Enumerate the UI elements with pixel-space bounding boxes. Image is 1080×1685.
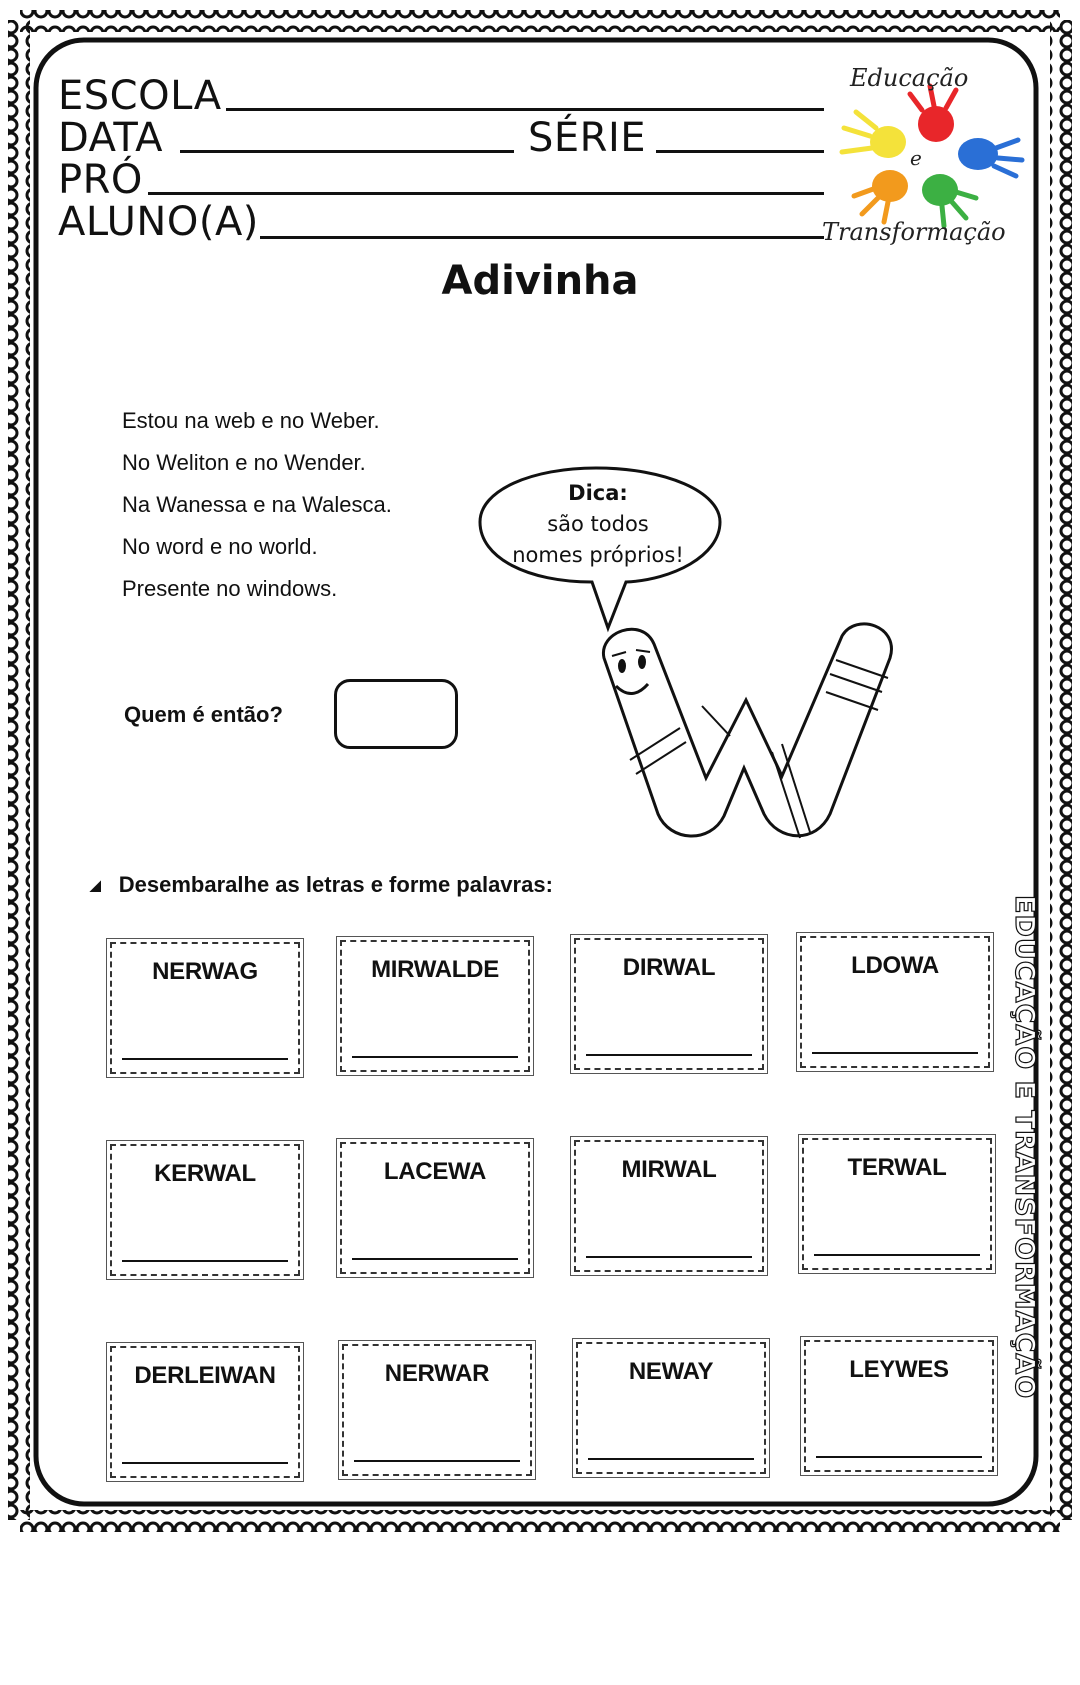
- answer-line[interactable]: [586, 1256, 752, 1258]
- word-card[interactable]: [340, 940, 530, 1072]
- answer-line[interactable]: [122, 1260, 288, 1262]
- scrambled-word: MIRWAL: [621, 1156, 717, 1183]
- word-card[interactable]: [110, 1346, 300, 1478]
- scrambled-word: LEYWES: [849, 1356, 949, 1383]
- answer-line[interactable]: [122, 1058, 288, 1060]
- side-brand-text: EDUCAÇÃO E TRANSFORMAÇÃO: [1009, 895, 1040, 1400]
- word-card[interactable]: [804, 1340, 994, 1472]
- logo-text-bottom: Transformação: [822, 218, 1006, 246]
- hint-title: Dica:: [568, 481, 628, 505]
- triangle-bullet-icon: ◢: [90, 877, 101, 893]
- scrambled-word: LACEWA: [383, 1158, 487, 1185]
- answer-line[interactable]: [352, 1056, 518, 1058]
- logo-text-top: Educação: [850, 64, 969, 92]
- hint-line: são todos: [547, 512, 649, 536]
- scrambled-word: MIRWALDE: [371, 956, 499, 983]
- scrambled-word: DIRWAL: [622, 954, 716, 981]
- letter-w-character-icon: [596, 618, 906, 844]
- riddle-line: Na Wanessa e na Walesca.: [122, 492, 392, 517]
- instruction: [90, 872, 553, 898]
- word-card[interactable]: [576, 1342, 766, 1474]
- answer-box[interactable]: [334, 679, 458, 749]
- word-card[interactable]: [342, 1344, 532, 1476]
- word-card[interactable]: [802, 1138, 992, 1270]
- hint-text: [476, 478, 720, 571]
- answer-line[interactable]: [588, 1458, 754, 1460]
- pro-field-line[interactable]: [148, 192, 824, 195]
- scrambled-word: LDOWA: [851, 952, 939, 979]
- riddle-line: No word e no world.: [122, 534, 318, 559]
- aluno-field-line[interactable]: [260, 236, 824, 239]
- scrambled-word: DERLEIWAN: [134, 1362, 276, 1389]
- answer-line[interactable]: [352, 1258, 518, 1260]
- word-card[interactable]: [110, 1144, 300, 1276]
- answer-line[interactable]: [586, 1054, 752, 1056]
- aluno-label: ALUNO(A): [58, 199, 259, 245]
- logo: [818, 62, 1033, 252]
- hint-line: nomes próprios!: [512, 543, 684, 567]
- riddle-line: No Weliton e no Wender.: [122, 450, 366, 475]
- riddle-line: Presente no windows.: [122, 576, 338, 601]
- page-title: Adivinha: [441, 258, 639, 304]
- answer-line[interactable]: [812, 1052, 978, 1054]
- word-card[interactable]: [110, 942, 300, 1074]
- answer-line[interactable]: [354, 1460, 520, 1462]
- answer-line[interactable]: [814, 1254, 980, 1256]
- instruction-text: Desembaralhe as letras e forme palavras:: [118, 872, 553, 897]
- word-card[interactable]: [800, 936, 990, 1068]
- serie-label: SÉRIE: [528, 115, 647, 161]
- escola-field-line[interactable]: [226, 108, 824, 111]
- escola-label: ESCOLA: [58, 73, 222, 119]
- data-label: DATA: [58, 115, 164, 161]
- pro-label: PRÓ: [58, 157, 143, 203]
- word-card[interactable]: [574, 938, 764, 1070]
- question-text: Quem é então?: [124, 702, 283, 727]
- scrambled-word: KERWAL: [154, 1160, 256, 1187]
- serie-field-line[interactable]: [656, 150, 824, 153]
- answer-line[interactable]: [816, 1456, 982, 1458]
- scrambled-word: NERWAG: [152, 958, 258, 985]
- data-field-line[interactable]: [180, 150, 514, 153]
- word-card[interactable]: [574, 1140, 764, 1272]
- word-card[interactable]: [340, 1142, 530, 1274]
- logo-text-middle: e: [910, 146, 922, 170]
- riddle-line: Estou na web e no Weber.: [122, 408, 380, 433]
- scrambled-word: NERWAR: [384, 1360, 490, 1387]
- scrambled-word: NEWAY: [628, 1358, 714, 1385]
- answer-line[interactable]: [122, 1462, 288, 1464]
- scrambled-word: TERWAL: [847, 1154, 947, 1181]
